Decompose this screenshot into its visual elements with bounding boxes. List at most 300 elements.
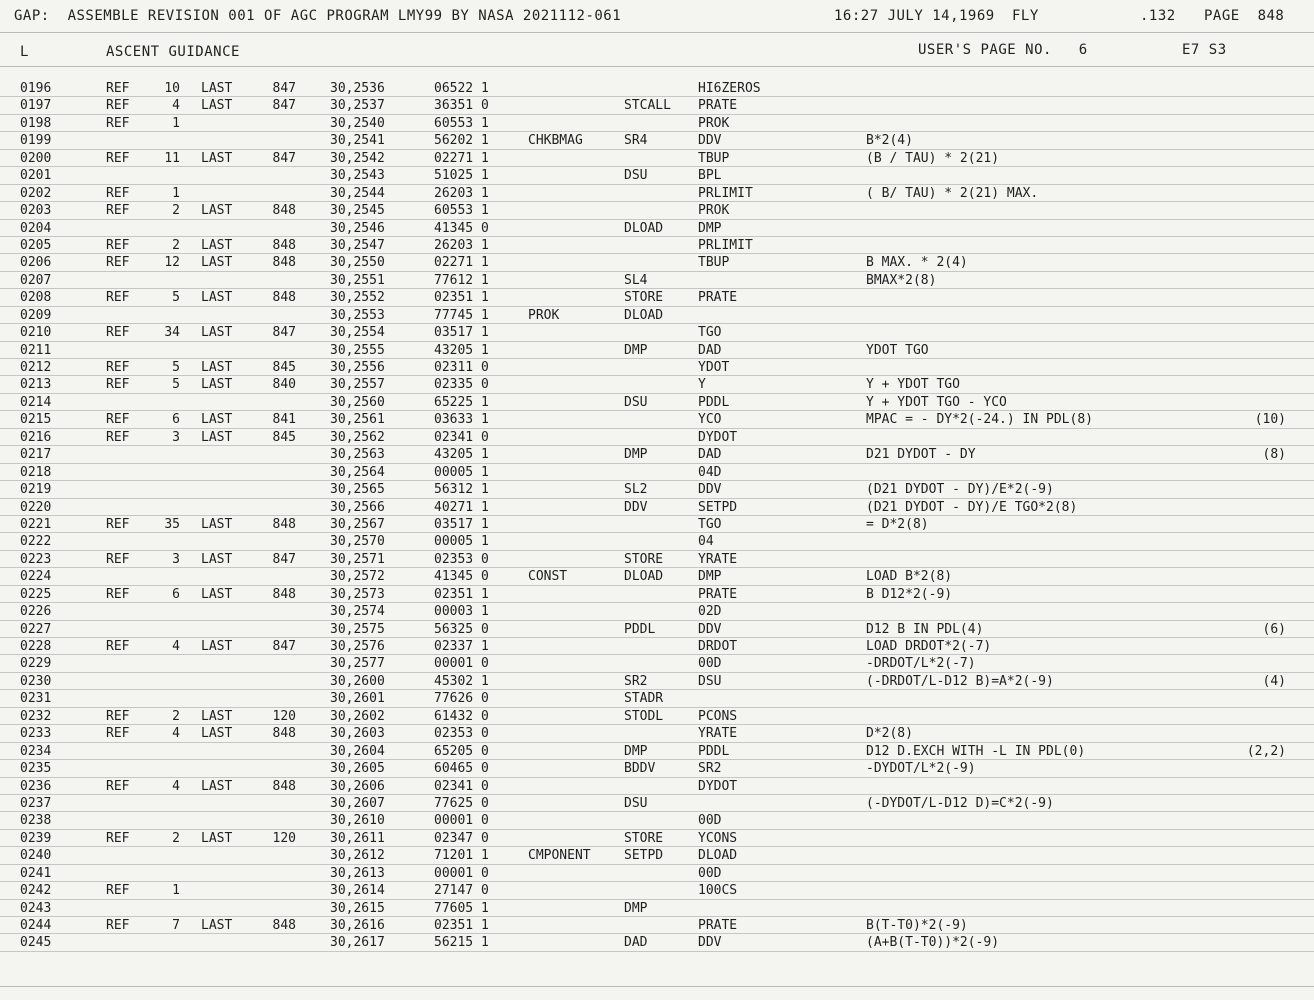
- ref-label: REF: [106, 185, 130, 201]
- comment: Y + YDOT TGO - YCO: [866, 394, 1007, 410]
- last-label: LAST: [201, 639, 233, 654]
- operand: Y: [698, 377, 706, 393]
- address: 30,2571: [330, 551, 385, 567]
- ref-label: REF: [106, 516, 130, 532]
- ref-count: 10: [164, 81, 180, 96]
- operand: 00D: [698, 865, 722, 881]
- opcode: SL4: [624, 272, 648, 288]
- address: 30,2555: [330, 342, 385, 358]
- last-label: LAST: [201, 830, 233, 846]
- line-number: 0224: [20, 569, 52, 585]
- line-number: 0197: [20, 98, 52, 114]
- listing-row: [0, 690, 1314, 707]
- ref-count: 4: [172, 639, 180, 654]
- octal-word: 60553 1: [434, 203, 489, 219]
- ref-label: REF: [106, 203, 130, 219]
- line-number: 0214: [20, 394, 52, 410]
- listing-row: [0, 115, 1314, 132]
- listing-row: [0, 394, 1314, 411]
- operand: TBUP: [698, 150, 730, 166]
- comment: (D21 DYDOT - DY)/E*2(-9): [866, 482, 1054, 498]
- opcode: DMP: [624, 342, 648, 358]
- opcode: DMP: [624, 900, 648, 916]
- operand: 04: [698, 534, 714, 550]
- ref-label: REF: [106, 377, 130, 393]
- comment: D*2(8): [866, 726, 913, 742]
- line-number: 0202: [20, 185, 52, 201]
- ref-label: REF: [106, 778, 130, 794]
- octal-word: 02353 0: [434, 551, 489, 567]
- operand: PRATE: [698, 918, 738, 933]
- listing-rows: [0, 80, 1314, 952]
- ref-count: 2: [172, 203, 180, 219]
- ref-count: 12: [164, 255, 180, 271]
- last-page: 840: [272, 377, 296, 393]
- operand: PRLIMIT: [698, 237, 753, 253]
- octal-word: 27147 0: [434, 883, 489, 899]
- section-code: E7 S3: [1182, 42, 1227, 58]
- listing-row: [0, 708, 1314, 725]
- comment: (-DRDOT/L-D12 B)=A*2(-9): [866, 673, 1054, 689]
- ref-count: 6: [172, 412, 180, 428]
- last-page: 120: [272, 830, 296, 846]
- line-number: 0227: [20, 621, 52, 637]
- operand: YRATE: [698, 551, 738, 567]
- line-number: 0204: [20, 220, 52, 236]
- listing-row: [0, 446, 1314, 463]
- opcode: DSU: [624, 394, 648, 410]
- listing-row: [0, 80, 1314, 97]
- octal-word: 40271 1: [434, 499, 489, 515]
- header-rule: [0, 32, 1314, 33]
- octal-word: 26203 1: [434, 185, 489, 201]
- ref-count: 5: [172, 360, 180, 375]
- last-page: 847: [272, 81, 296, 96]
- operand: PCONS: [698, 708, 738, 724]
- line-number: 0200: [20, 150, 52, 166]
- operand: YCONS: [698, 830, 738, 846]
- operand: DRDOT: [698, 639, 738, 654]
- header-number: .132: [1140, 8, 1176, 24]
- address: 30,2570: [330, 534, 385, 550]
- ref-count: 1: [172, 883, 180, 899]
- address: 30,2604: [330, 743, 385, 759]
- ref-count: 4: [172, 778, 180, 794]
- header-page: PAGE 848: [1204, 8, 1285, 24]
- label: PROK: [528, 307, 560, 323]
- octal-word: 03517 1: [434, 516, 489, 532]
- listing-row: [0, 307, 1314, 324]
- last-label: LAST: [201, 237, 233, 253]
- line-number: 0203: [20, 203, 52, 219]
- listing-row: [0, 673, 1314, 690]
- comment: (D21 DYDOT - DY)/E TGO*2(8): [866, 499, 1078, 515]
- listing-row: [0, 900, 1314, 917]
- listing-row: [0, 167, 1314, 184]
- operand: DDV: [698, 621, 722, 637]
- opcode: PDDL: [624, 621, 656, 637]
- listing-row: [0, 342, 1314, 359]
- last-page: 848: [272, 255, 296, 271]
- label: CONST: [528, 569, 568, 585]
- comment: YDOT TGO: [866, 342, 929, 358]
- opcode: DLOAD: [624, 220, 664, 236]
- opcode: STORE: [624, 551, 664, 567]
- address: 30,2552: [330, 290, 385, 306]
- last-label: LAST: [201, 778, 233, 794]
- line-number: 0196: [20, 81, 52, 96]
- last-label: LAST: [201, 586, 233, 602]
- octal-word: 51025 1: [434, 168, 489, 184]
- last-label: LAST: [201, 290, 233, 306]
- address: 30,2543: [330, 168, 385, 184]
- ref-count: 1: [172, 185, 180, 201]
- operand: DDV: [698, 935, 722, 951]
- last-page: 848: [272, 726, 296, 742]
- footer-rule: [0, 986, 1314, 987]
- operand: 02D: [698, 604, 722, 620]
- ref-label: REF: [106, 708, 130, 724]
- address: 30,2573: [330, 586, 385, 602]
- octal-word: 60465 0: [434, 761, 489, 777]
- last-page: 847: [272, 639, 296, 654]
- line-number: 0223: [20, 551, 52, 567]
- address: 30,2577: [330, 656, 385, 672]
- ref-count: 34: [164, 325, 180, 341]
- header-mode: FLY: [1012, 8, 1039, 24]
- header-timestamp: 16:27 JULY 14,1969: [834, 8, 995, 24]
- comment: B MAX. * 2(4): [866, 255, 968, 271]
- octal-word: 65225 1: [434, 394, 489, 410]
- opcode: DSU: [624, 168, 648, 184]
- ref-count: 2: [172, 708, 180, 724]
- address: 30,2616: [330, 918, 385, 933]
- octal-word: 00001 0: [434, 865, 489, 881]
- operand: PDDL: [698, 743, 730, 759]
- ref-count: 4: [172, 726, 180, 742]
- address: 30,2563: [330, 447, 385, 463]
- ref-label: REF: [106, 115, 130, 131]
- last-label: LAST: [201, 708, 233, 724]
- line-number: 0216: [20, 429, 52, 445]
- octal-word: 00005 1: [434, 464, 489, 480]
- octal-word: 36351 0: [434, 98, 489, 114]
- address: 30,2606: [330, 778, 385, 794]
- octal-word: 56202 1: [434, 133, 489, 149]
- operand: SR2: [698, 761, 722, 777]
- listing-row: [0, 812, 1314, 829]
- octal-word: 02351 1: [434, 586, 489, 602]
- octal-word: 56215 1: [434, 935, 489, 951]
- operand: DYDOT: [698, 429, 738, 445]
- line-number: 0217: [20, 447, 52, 463]
- octal-word: 61432 0: [434, 708, 489, 724]
- line-number: 0243: [20, 900, 52, 916]
- listing-row: [0, 882, 1314, 899]
- comment: Y + YDOT TGO: [866, 377, 960, 393]
- address: 30,2557: [330, 377, 385, 393]
- listing-row: [0, 185, 1314, 202]
- opcode: DDV: [624, 499, 648, 515]
- octal-word: 00005 1: [434, 534, 489, 550]
- address: 30,2603: [330, 726, 385, 742]
- listing-row: [0, 411, 1314, 428]
- operand: DMP: [698, 220, 722, 236]
- operand: DDV: [698, 482, 722, 498]
- comment: -DYDOT/L*2(-9): [866, 761, 976, 777]
- last-label: LAST: [201, 98, 233, 114]
- listing-row: [0, 272, 1314, 289]
- octal-word: 02341 0: [434, 778, 489, 794]
- octal-word: 02337 1: [434, 639, 489, 654]
- line-number: 0231: [20, 691, 52, 707]
- line-number: 0230: [20, 673, 52, 689]
- octal-word: 02351 1: [434, 290, 489, 306]
- opcode: STADR: [624, 691, 664, 707]
- opcode: SL2: [624, 482, 648, 498]
- address: 30,2605: [330, 761, 385, 777]
- ref-count: 2: [172, 830, 180, 846]
- operand: PROK: [698, 203, 730, 219]
- last-label: LAST: [201, 325, 233, 341]
- last-page: 847: [272, 150, 296, 166]
- address: 30,2540: [330, 115, 385, 131]
- line-number: 0210: [20, 325, 52, 341]
- ref-label: REF: [106, 586, 130, 602]
- comment: D12 B IN PDL(4): [866, 621, 984, 637]
- octal-word: 77625 0: [434, 795, 489, 811]
- users-page-number: USER'S PAGE NO. 6: [918, 42, 1088, 58]
- listing-row: [0, 376, 1314, 393]
- address: 30,2562: [330, 429, 385, 445]
- line-number: 0201: [20, 168, 52, 184]
- section-marker: L: [20, 44, 29, 60]
- opcode: DLOAD: [624, 569, 664, 585]
- listing-row: [0, 917, 1314, 934]
- listing-row: [0, 934, 1314, 951]
- ref-count: 5: [172, 377, 180, 393]
- opcode: STORE: [624, 830, 664, 846]
- octal-word: 43205 1: [434, 447, 489, 463]
- octal-word: 02311 0: [434, 360, 489, 375]
- operand: TGO: [698, 325, 722, 341]
- operand: DMP: [698, 569, 722, 585]
- opcode: STODL: [624, 708, 664, 724]
- address: 30,2537: [330, 98, 385, 114]
- line-number: 0240: [20, 848, 52, 864]
- octal-word: 02341 0: [434, 429, 489, 445]
- last-label: LAST: [201, 150, 233, 166]
- last-page: 848: [272, 203, 296, 219]
- listing-row: [0, 499, 1314, 516]
- address: 30,2576: [330, 639, 385, 654]
- address: 30,2536: [330, 81, 385, 96]
- listing-row: [0, 359, 1314, 376]
- octal-word: 41345 0: [434, 569, 489, 585]
- listing-row: [0, 516, 1314, 533]
- operand: 00D: [698, 813, 722, 829]
- opcode: DAD: [624, 935, 648, 951]
- line-number: 0234: [20, 743, 52, 759]
- listing-row: [0, 743, 1314, 760]
- ref-label: REF: [106, 150, 130, 166]
- ref-label: REF: [106, 237, 130, 253]
- opcode: DMP: [624, 447, 648, 463]
- pdl-note: (6): [1262, 621, 1286, 637]
- line-number: 0222: [20, 534, 52, 550]
- listing-row: [0, 778, 1314, 795]
- operand: TBUP: [698, 255, 730, 271]
- line-number: 0235: [20, 761, 52, 777]
- octal-word: 56325 0: [434, 621, 489, 637]
- operand: SETPD: [698, 499, 738, 515]
- line-number: 0215: [20, 412, 52, 428]
- label: CHKBMAG: [528, 133, 583, 149]
- listing-row: [0, 586, 1314, 603]
- comment: = D*2(8): [866, 516, 929, 532]
- opcode: STORE: [624, 290, 664, 306]
- octal-word: 77605 1: [434, 900, 489, 916]
- last-page: 847: [272, 98, 296, 114]
- last-page: 845: [272, 360, 296, 375]
- ref-label: REF: [106, 639, 130, 654]
- line-number: 0241: [20, 865, 52, 881]
- line-number: 0220: [20, 499, 52, 515]
- pdl-note: (2,2): [1246, 743, 1286, 759]
- comment: D12 D.EXCH WITH -L IN PDL(0): [866, 743, 1086, 759]
- ref-label: REF: [106, 883, 130, 899]
- last-label: LAST: [201, 551, 233, 567]
- ref-count: 3: [172, 429, 180, 445]
- octal-word: 02271 1: [434, 150, 489, 166]
- listing-row: [0, 150, 1314, 167]
- last-label: LAST: [201, 429, 233, 445]
- listing-row: [0, 202, 1314, 219]
- ref-count: 2: [172, 237, 180, 253]
- octal-word: 02353 0: [434, 726, 489, 742]
- operand: PRATE: [698, 98, 738, 114]
- operand: DSU: [698, 673, 722, 689]
- comment: (B / TAU) * 2(21): [866, 150, 1000, 166]
- listing-row: [0, 220, 1314, 237]
- operand: 100CS: [698, 883, 738, 899]
- operand: DAD: [698, 447, 722, 463]
- section-rule: [0, 66, 1314, 67]
- comment: LOAD B*2(8): [866, 569, 953, 585]
- address: 30,2567: [330, 516, 385, 532]
- line-number: 0205: [20, 237, 52, 253]
- line-number: 0239: [20, 830, 52, 846]
- listing-row: [0, 533, 1314, 550]
- line-number: 0198: [20, 115, 52, 131]
- octal-word: 00001 0: [434, 813, 489, 829]
- last-page: 845: [272, 429, 296, 445]
- address: 30,2610: [330, 813, 385, 829]
- last-page: 848: [272, 778, 296, 794]
- listing-row: [0, 655, 1314, 672]
- opcode: SR2: [624, 673, 648, 689]
- address: 30,2612: [330, 848, 385, 864]
- operand: YRATE: [698, 726, 738, 742]
- comment: LOAD DRDOT*2(-7): [866, 639, 992, 654]
- operand: DAD: [698, 342, 722, 358]
- ref-count: 3: [172, 551, 180, 567]
- opcode: DMP: [624, 743, 648, 759]
- listing-row: [0, 551, 1314, 568]
- operand: HI6ZEROS: [698, 81, 761, 96]
- ref-count: 7: [172, 918, 180, 933]
- last-label: LAST: [201, 377, 233, 393]
- last-page: 847: [272, 325, 296, 341]
- line-number: 0233: [20, 726, 52, 742]
- comment: B*2(4): [866, 133, 913, 149]
- address: 30,2566: [330, 499, 385, 515]
- ref-label: REF: [106, 551, 130, 567]
- operand: BPL: [698, 168, 722, 184]
- ref-label: REF: [106, 360, 130, 375]
- line-number: 0228: [20, 639, 52, 654]
- address: 30,2541: [330, 133, 385, 149]
- operand: DYDOT: [698, 778, 738, 794]
- comment: B D12*2(-9): [866, 586, 953, 602]
- address: 30,2556: [330, 360, 385, 375]
- last-label: LAST: [201, 255, 233, 271]
- octal-word: 71201 1: [434, 848, 489, 864]
- address: 30,2613: [330, 865, 385, 881]
- listing-row: [0, 847, 1314, 864]
- pdl-note: (10): [1254, 412, 1286, 428]
- listing-row: [0, 97, 1314, 114]
- ref-label: REF: [106, 81, 130, 96]
- address: 30,2561: [330, 412, 385, 428]
- operand: YCO: [698, 412, 722, 428]
- listing-row: [0, 237, 1314, 254]
- line-number: 0245: [20, 935, 52, 951]
- opcode: SETPD: [624, 848, 664, 864]
- ref-count: 35: [164, 516, 180, 532]
- address: 30,2575: [330, 621, 385, 637]
- line-number: 0211: [20, 342, 52, 358]
- address: 30,2547: [330, 237, 385, 253]
- listing-row: [0, 464, 1314, 481]
- last-label: LAST: [201, 516, 233, 532]
- last-label: LAST: [201, 726, 233, 742]
- line-number: 0207: [20, 272, 52, 288]
- octal-word: 00003 1: [434, 604, 489, 620]
- line-number: 0237: [20, 795, 52, 811]
- label: CMPONENT: [528, 848, 591, 864]
- comment: (-DYDOT/L-D12 D)=C*2(-9): [866, 795, 1054, 811]
- address: 30,2564: [330, 464, 385, 480]
- opcode: DLOAD: [624, 307, 664, 323]
- listing-row: [0, 638, 1314, 655]
- listing-row: [0, 324, 1314, 341]
- address: 30,2607: [330, 795, 385, 811]
- address: 30,2546: [330, 220, 385, 236]
- ref-label: REF: [106, 290, 130, 306]
- line-number: 0212: [20, 360, 52, 375]
- operand: DLOAD: [698, 848, 738, 864]
- line-number: 0213: [20, 377, 52, 393]
- address: 30,2600: [330, 673, 385, 689]
- opcode: BDDV: [624, 761, 656, 777]
- comment: (A+B(T-T0))*2(-9): [866, 935, 1000, 951]
- line-number: 0236: [20, 778, 52, 794]
- listing-row: [0, 865, 1314, 882]
- last-page: 848: [272, 237, 296, 253]
- last-label: LAST: [201, 81, 233, 96]
- octal-word: 02271 1: [434, 255, 489, 271]
